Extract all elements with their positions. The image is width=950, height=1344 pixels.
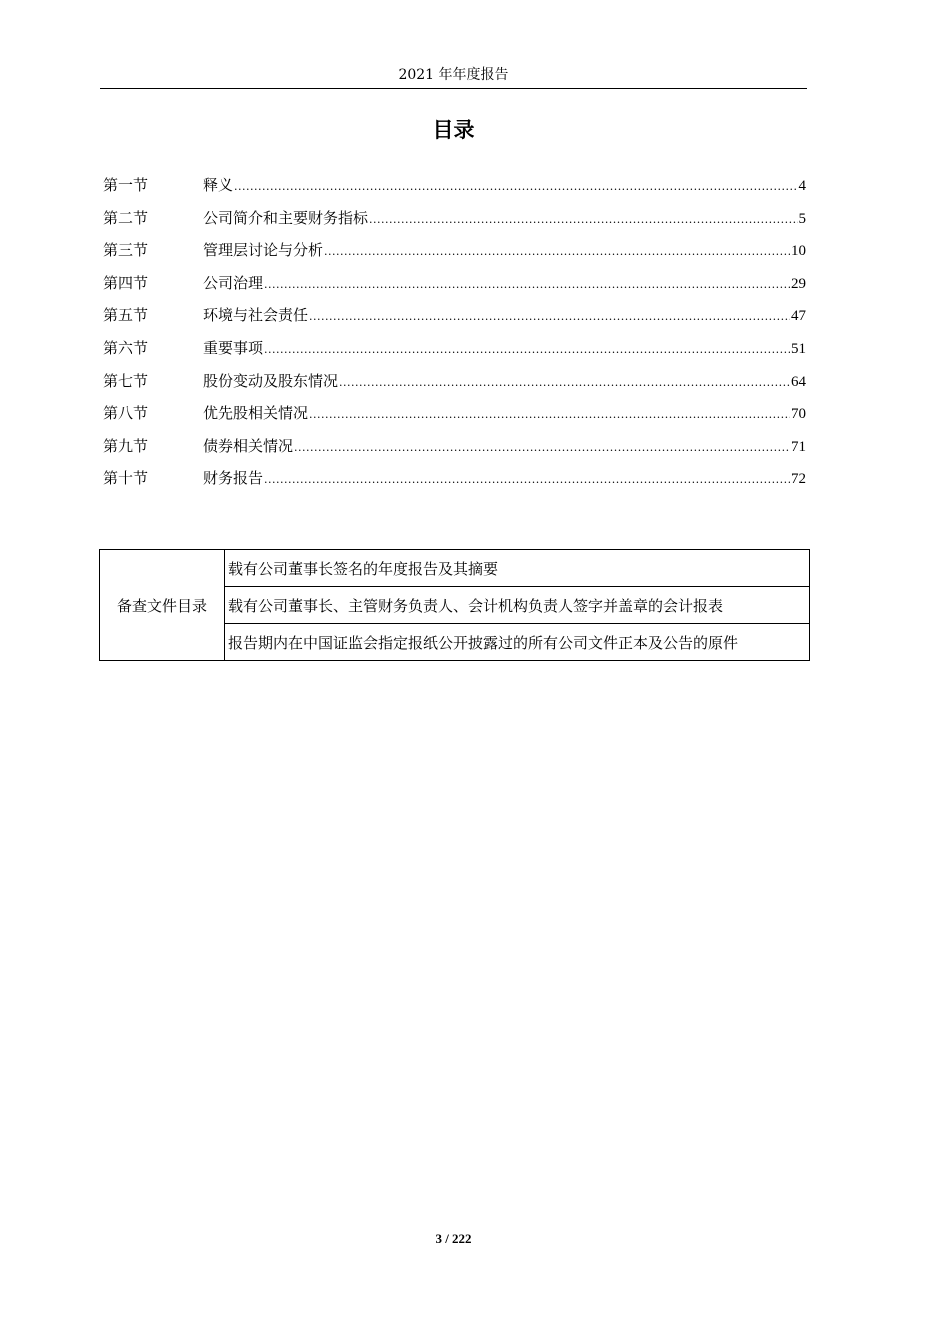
- toc-section-title: 公司治理: [203, 273, 264, 292]
- toc-dot-leader: [264, 467, 790, 493]
- table-row: [100, 550, 810, 587]
- table-of-contents: [103, 172, 806, 498]
- toc-entry[interactable]: [103, 270, 806, 303]
- toc-page-number: 5: [798, 210, 806, 227]
- toc-page-number: 4: [798, 178, 806, 194]
- toc-section-number: 第五节: [103, 306, 149, 325]
- toc-section-number: 第十节: [103, 469, 149, 488]
- reference-documents-table: [99, 549, 810, 661]
- toc-section-title: 重要事项: [203, 338, 264, 357]
- toc-entry[interactable]: [103, 400, 806, 433]
- toc-section-title: 环境与社会责任: [203, 306, 309, 325]
- reference-document-item: 载有公司董事长、主管财务负责人、会计机构负责人签字并盖章的会计报表: [225, 587, 810, 624]
- toc-dot-leader: [234, 174, 797, 200]
- toc-entry[interactable]: [103, 237, 806, 270]
- toc-section-title: 公司简介和主要财务指标: [203, 208, 369, 227]
- toc-section-number: 第四节: [103, 273, 149, 292]
- toc-dot-leader: [294, 435, 790, 461]
- toc-section-title: 释义: [203, 176, 234, 194]
- reference-document-item: 报告期内在中国证监会指定报纸公开披露过的所有公司文件正本及公告的原件: [225, 624, 810, 661]
- toc-section-number: 第七节: [103, 371, 149, 390]
- toc-section-number: 第三节: [103, 241, 149, 260]
- toc-dot-leader: [264, 272, 790, 298]
- report-header-title: 2021 年年度报告: [398, 67, 509, 83]
- toc-section-title: 优先股相关情况: [203, 404, 309, 423]
- toc-section-number: 第一节: [103, 176, 149, 194]
- toc-page-number: 47: [791, 308, 806, 325]
- toc-section-title: 股份变动及股东情况: [203, 371, 339, 390]
- toc-section-number: 第八节: [103, 404, 149, 423]
- toc-dot-leader: [309, 304, 790, 330]
- toc-page-number: 71: [791, 438, 806, 455]
- toc-section-title: 管理层讨论与分析: [203, 241, 324, 260]
- toc-dot-leader: [309, 402, 790, 428]
- header-divider: [100, 88, 807, 89]
- toc-entry[interactable]: [103, 172, 806, 205]
- toc-section-number: 第二节: [103, 208, 149, 227]
- toc-section-title: 财务报告: [203, 469, 264, 488]
- page-number: 3 / 222: [435, 1231, 472, 1246]
- toc-dot-leader: [339, 370, 790, 396]
- toc-entry[interactable]: [103, 335, 806, 368]
- toc-entry[interactable]: [103, 433, 806, 466]
- toc-section-title: 债券相关情况: [203, 436, 294, 455]
- toc-dot-leader: [264, 337, 790, 363]
- toc-entry[interactable]: [103, 302, 806, 335]
- toc-page-number: 10: [791, 243, 806, 260]
- toc-entry[interactable]: [103, 465, 806, 498]
- toc-page-number: 72: [791, 471, 806, 488]
- toc-entry[interactable]: [103, 368, 806, 401]
- toc-section-number: 第六节: [103, 338, 149, 357]
- toc-entry[interactable]: [103, 205, 806, 238]
- toc-page-number: 51: [791, 340, 806, 357]
- toc-dot-leader: [324, 239, 790, 265]
- reference-documents-label: 备查文件目录: [100, 550, 225, 661]
- toc-title: 目录: [432, 118, 475, 142]
- toc-page-number: 29: [791, 275, 806, 292]
- toc-section-number: 第九节: [103, 436, 149, 455]
- toc-page-number: 64: [791, 373, 806, 390]
- toc-dot-leader: [369, 207, 797, 233]
- toc-page-number: 70: [791, 406, 806, 423]
- reference-document-item: 载有公司董事长签名的年度报告及其摘要: [225, 550, 810, 587]
